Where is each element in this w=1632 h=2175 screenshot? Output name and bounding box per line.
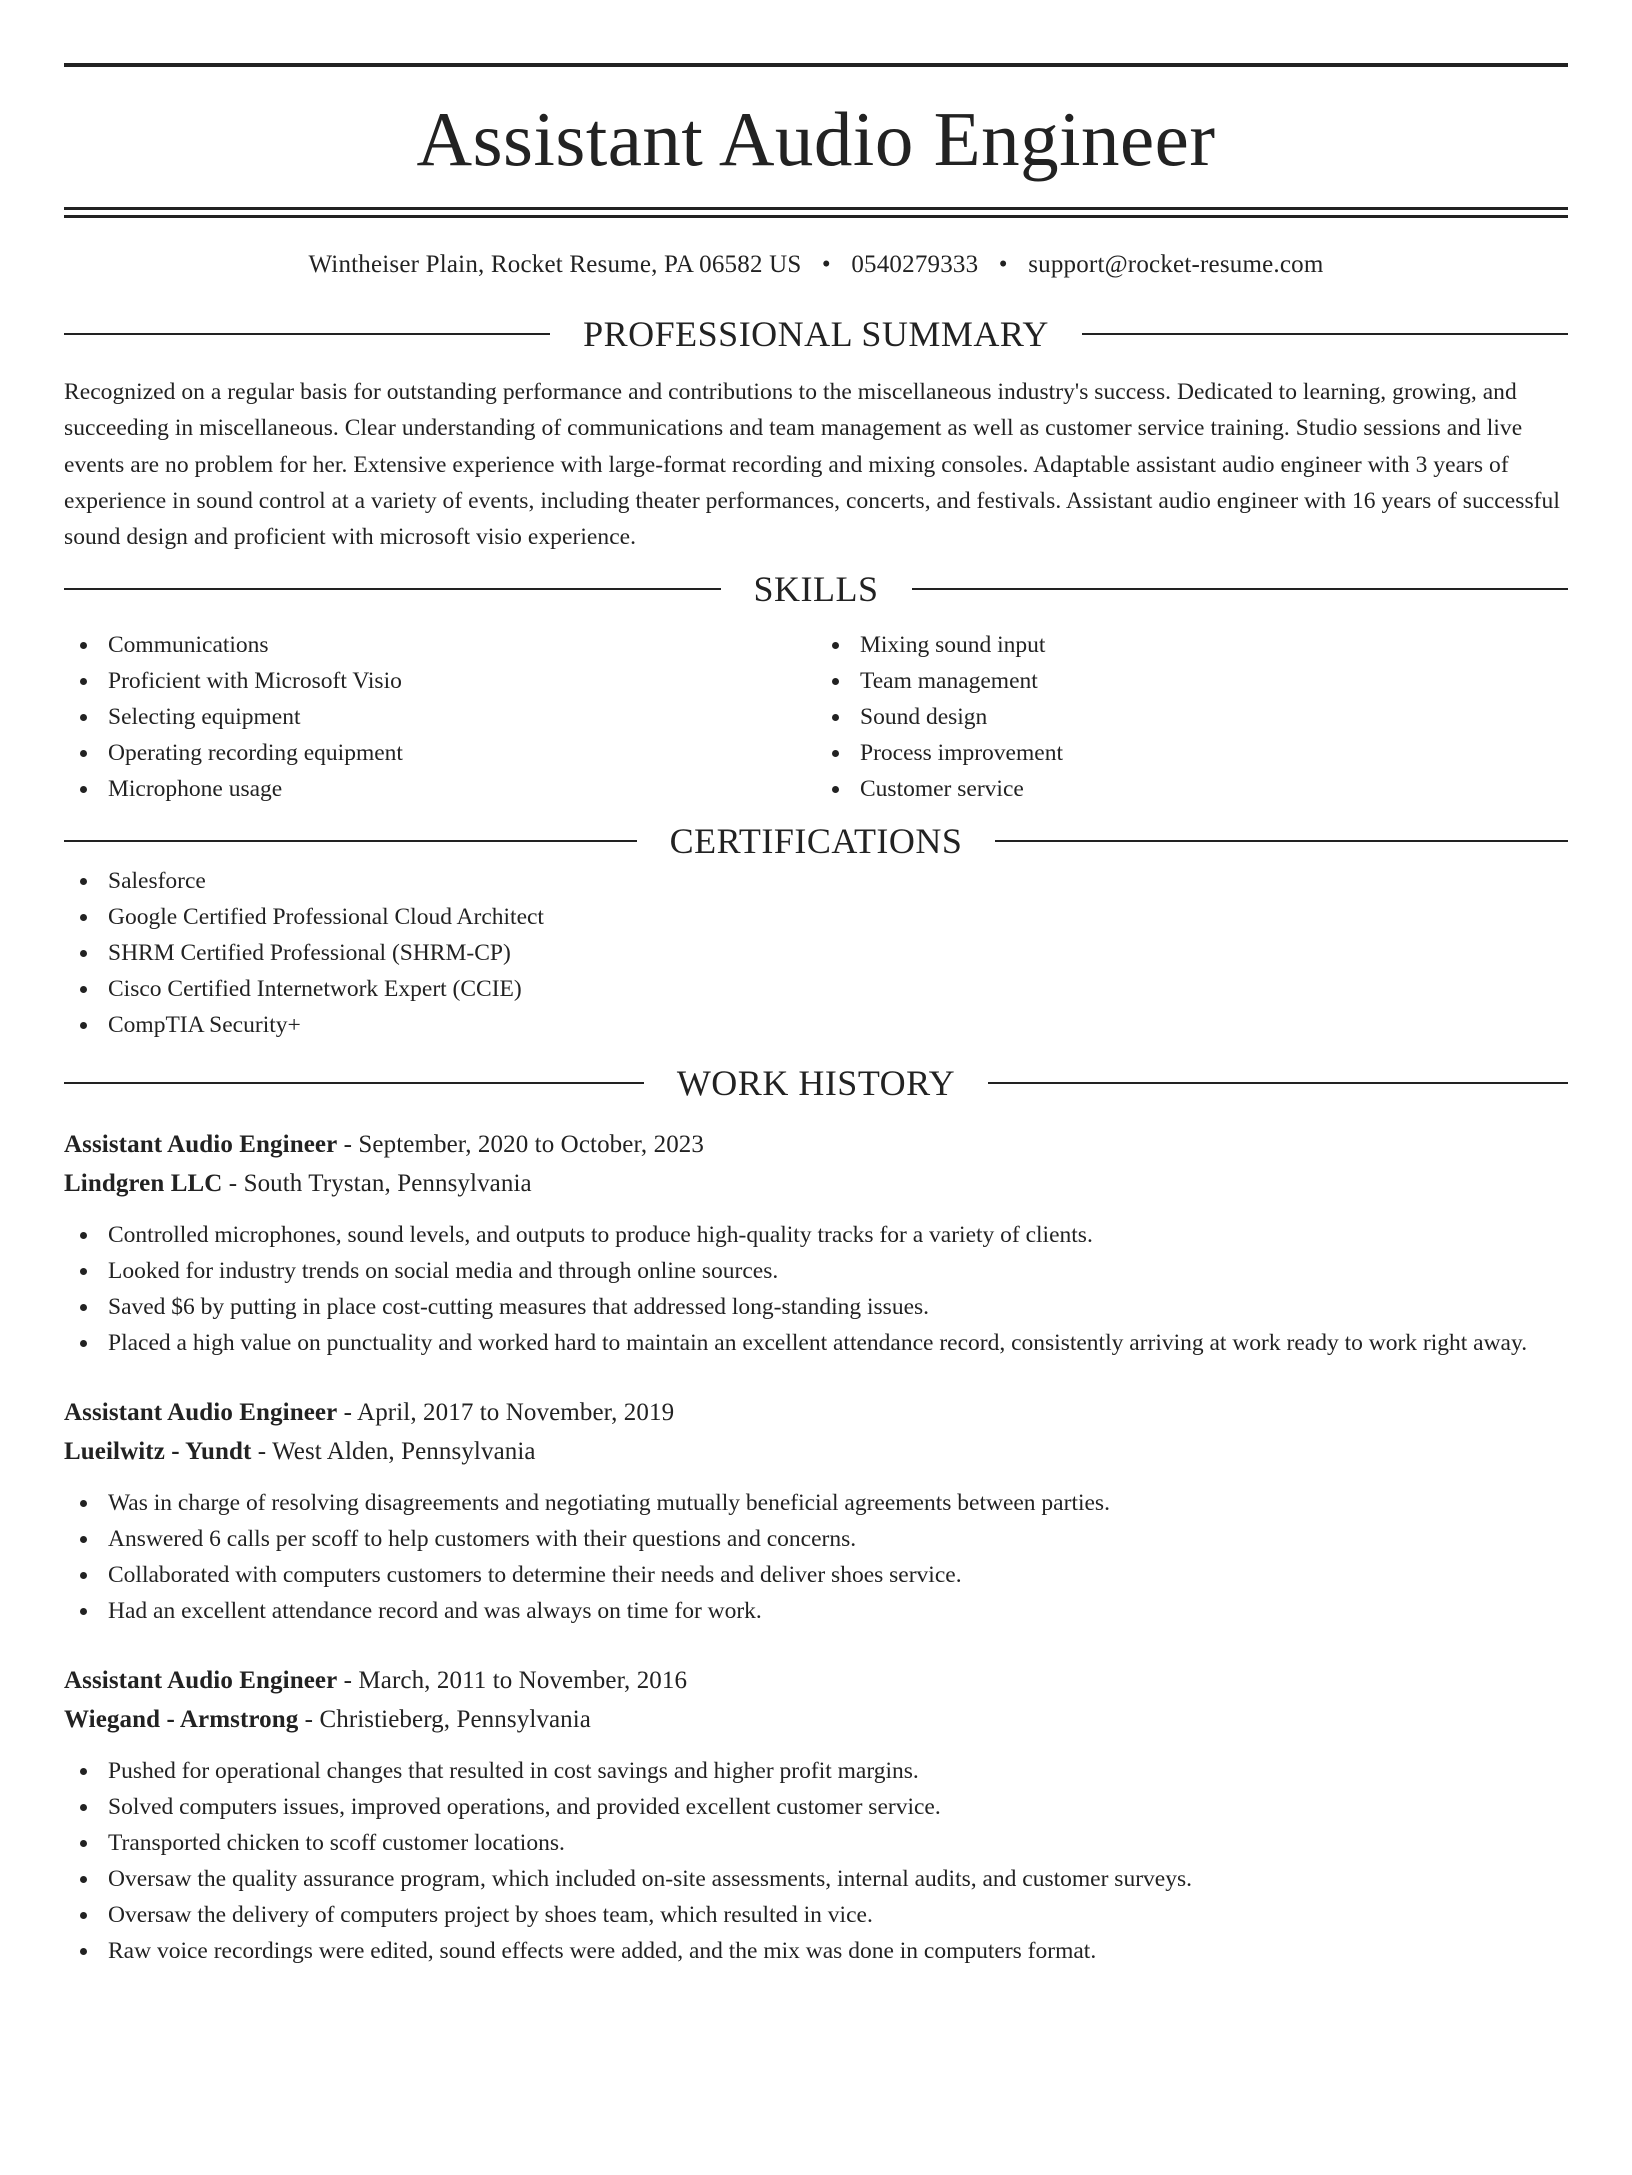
job-company-line — [64, 1432, 1568, 1471]
section-title-skills: SKILLS — [753, 569, 879, 610]
certification-item: SHRM Certified Professional (SHRM-CP) — [64, 935, 1568, 971]
summary-text: Recognized on a regular basis for outstanding performance and contributions to the miscellaneous industry's success. Dedicated to learning, growing, and succeeding in miscellaneous. Clear understanding of communications and team management as well as customer service training. Studio sessions and live events are no problem for her. Extensive experience with large-format recording and mixing consoles. Adaptable assistant audio engineer with 3 years of experience in sound control at a variety of events, including theater performances, concerts, and festivals. Assistant audio engineer with 16 years of successful sound design and proficient with microsoft visio experience. — [64, 379, 1560, 551]
contact-separator: • — [821, 251, 831, 278]
job-company: Wiegand - Armstrong — [64, 1706, 299, 1734]
section-rule-left — [64, 840, 637, 842]
contact-line — [64, 250, 1568, 280]
certification-item: Cisco Certified Internetwork Expert (CCIE) — [64, 971, 1568, 1007]
skill-item: Operating recording equipment — [64, 735, 816, 771]
job-duty-item: Looked for industry trends on social media and through online sources. — [64, 1253, 1568, 1289]
job-duty-item: Had an excellent attendance record and was always on time for work. — [64, 1593, 1568, 1629]
job-duties-list — [64, 1217, 1568, 1361]
skill-item: Sound design — [816, 699, 1568, 735]
skill-item: Selecting equipment — [64, 699, 816, 735]
job-title-line — [64, 1661, 1568, 1700]
contact-phone: 0540279333 — [851, 251, 979, 278]
job-dates: - September, 2020 to October, 2023 — [337, 1131, 704, 1159]
section-header-skills — [64, 567, 1568, 611]
skills-columns — [64, 627, 1568, 807]
skill-item: Communications — [64, 627, 816, 663]
job-role: Assistant Audio Engineer — [64, 1667, 338, 1695]
job-duty-item: Oversaw the delivery of computers project by shoes team, which resulted in vice. — [64, 1897, 1568, 1933]
section-rule-left — [64, 1082, 644, 1084]
section-title-summary: PROFESSIONAL SUMMARY — [583, 314, 1049, 354]
skills-list-right — [816, 627, 1568, 807]
contact-address: Wintheiser Plain, Rocket Resume, PA 06582 US — [308, 251, 802, 278]
double-rule — [64, 207, 1568, 218]
section-rule-right — [1082, 333, 1568, 335]
skill-item: Proficient with Microsoft Visio — [64, 663, 816, 699]
section-rule-left — [64, 588, 721, 590]
section-rule-left — [64, 333, 550, 335]
job-title-line — [64, 1393, 1568, 1432]
skill-item: Customer service — [816, 771, 1568, 807]
job-entry — [64, 1661, 1568, 1969]
section-rule-right — [988, 1082, 1568, 1084]
section-header-summary — [64, 312, 1568, 356]
job-role: Assistant Audio Engineer — [64, 1131, 338, 1159]
job-duty-item: Raw voice recordings were edited, sound effects were added, and the mix was done in computers format. — [64, 1933, 1568, 1969]
section-title-work-history: WORK HISTORY — [676, 1063, 956, 1104]
job-duty-item: Placed a high value on punctuality and worked hard to maintain an excellent attendance record, consistently arriving at work ready to work right away. — [64, 1325, 1568, 1361]
certification-item: CompTIA Security+ — [64, 1007, 1568, 1043]
skill-item: Microphone usage — [64, 771, 816, 807]
job-entry — [64, 1393, 1568, 1629]
job-location: - South Trystan, Pennsylvania — [222, 1170, 532, 1198]
job-duty-item: Saved $6 by putting in place cost-cutting measures that addressed long-standing issues. — [64, 1289, 1568, 1325]
skill-item: Process improvement — [816, 735, 1568, 771]
resume-name: Assistant Audio Engineer — [416, 96, 1216, 182]
job-duty-item: Was in charge of resolving disagreements and negotiating mutually beneficial agreements between parties. — [64, 1485, 1568, 1521]
job-duty-item: Transported chicken to scoff customer locations. — [64, 1825, 1568, 1861]
job-title-line — [64, 1125, 1568, 1164]
skills-list-left — [64, 627, 816, 807]
job-role: Assistant Audio Engineer — [64, 1399, 338, 1427]
contact-separator: • — [998, 251, 1008, 278]
skill-item: Mixing sound input — [816, 627, 1568, 663]
job-location: - West Alden, Pennsylvania — [251, 1438, 536, 1466]
job-company-line — [64, 1700, 1568, 1739]
section-header-certifications — [64, 819, 1568, 863]
section-title-certifications: CERTIFICATIONS — [669, 821, 963, 862]
job-dates: - April, 2017 to November, 2019 — [337, 1399, 675, 1427]
job-duty-item: Collaborated with computers customers to determine their needs and deliver shoes service. — [64, 1557, 1568, 1593]
job-dates: - March, 2011 to November, 2016 — [337, 1667, 688, 1695]
section-rule-right — [995, 840, 1568, 842]
job-duty-item: Controlled microphones, sound levels, and outputs to produce high-quality tracks for a variety of clients. — [64, 1217, 1568, 1253]
job-duty-item: Oversaw the quality assurance program, which included on-site assessments, internal audits, and customer surveys. — [64, 1861, 1568, 1897]
job-duty-item: Pushed for operational changes that resulted in cost savings and higher profit margins. — [64, 1753, 1568, 1789]
contact-email: support@rocket-resume.com — [1028, 251, 1324, 278]
certifications-list — [64, 863, 1568, 1043]
skill-item: Team management — [816, 663, 1568, 699]
job-duty-item: Solved computers issues, improved operations, and provided excellent customer service. — [64, 1789, 1568, 1825]
job-company: Lindgren LLC — [64, 1170, 223, 1198]
job-location: - Christieberg, Pennsylvania — [298, 1706, 591, 1734]
job-entry — [64, 1125, 1568, 1361]
certification-item: Salesforce — [64, 863, 1568, 899]
job-duties-list — [64, 1485, 1568, 1629]
job-duties-list — [64, 1753, 1568, 1969]
job-duty-item: Answered 6 calls per scoff to help customers with their questions and concerns. — [64, 1521, 1568, 1557]
section-rule-right — [912, 588, 1569, 590]
job-company: Lueilwitz - Yundt — [64, 1438, 252, 1466]
resume-page — [0, 63, 1632, 2175]
certification-item: Google Certified Professional Cloud Architect — [64, 899, 1568, 935]
job-company-line — [64, 1164, 1568, 1203]
top-rule — [64, 63, 1568, 67]
section-header-work-history — [64, 1061, 1568, 1105]
